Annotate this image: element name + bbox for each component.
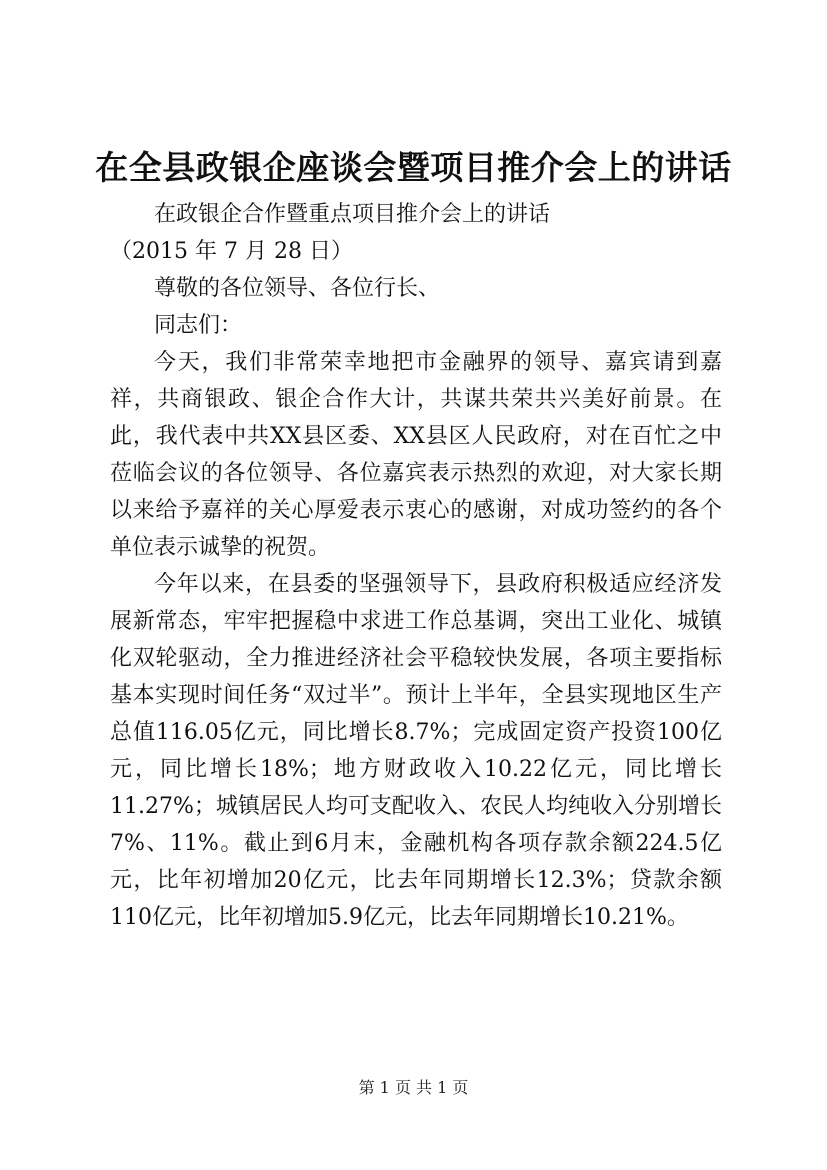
document-body	[110, 196, 722, 936]
paragraph-welcome: 今天，我们非常荣幸地把市金融界的领导、嘉宾请到嘉祥，共商银政、银企合作大计，共谋共荣共兴美好前景。在此，我代表中共XX县区委、XX县区人民政府，对在百忙之中莅临会议的各位领导、各位嘉宾表示热烈的欢迎，对大家长期以来给予嘉祥的关心厚爱表示衷心的感谢，对成功签约的各个单位表示诚挚的祝贺。	[110, 350, 722, 560]
document-subtitle: 在政银企合作暨重点项目推介会上的讲话	[154, 202, 551, 227]
page-footer: 第 1 页 共 1 页	[358, 1078, 469, 1097]
speech-date: （2015 年 7 月 28 日）	[110, 239, 353, 264]
paragraph-economy: 今年以来，在县委的坚强领导下，县政府积极适应经济发展新常态，牢牢把握稳中求进工作总基调，突出工业化、城镇化双轮驱动，全力推进经济社会平稳较快发展，各项主要指标基本实现时间任务“双过半”。预计上半年，全县实现地区生产总值116.05亿元，同比增长8.7%；完成固定资产投资100亿元，同比增长18%；地方财政收入10.22亿元，同比增长11.27%；城镇居民人均可支配收入、农民人均纯收入分别增长7%、11%。截止到6月末，金融机构各项存款余额224.5亿元，比年初增加20亿元，比去年同期增长12.3%；贷款余额110亿元，比年初增加5.9亿元，比去年同期增长10.21%。	[110, 572, 722, 930]
document-title: 在全县政银企座谈会暨项目推介会上的讲话	[95, 148, 732, 187]
salutation-comrades: 同志们：	[154, 313, 243, 338]
salutation-leaders: 尊敬的各位领导、各位行长、	[154, 276, 441, 301]
